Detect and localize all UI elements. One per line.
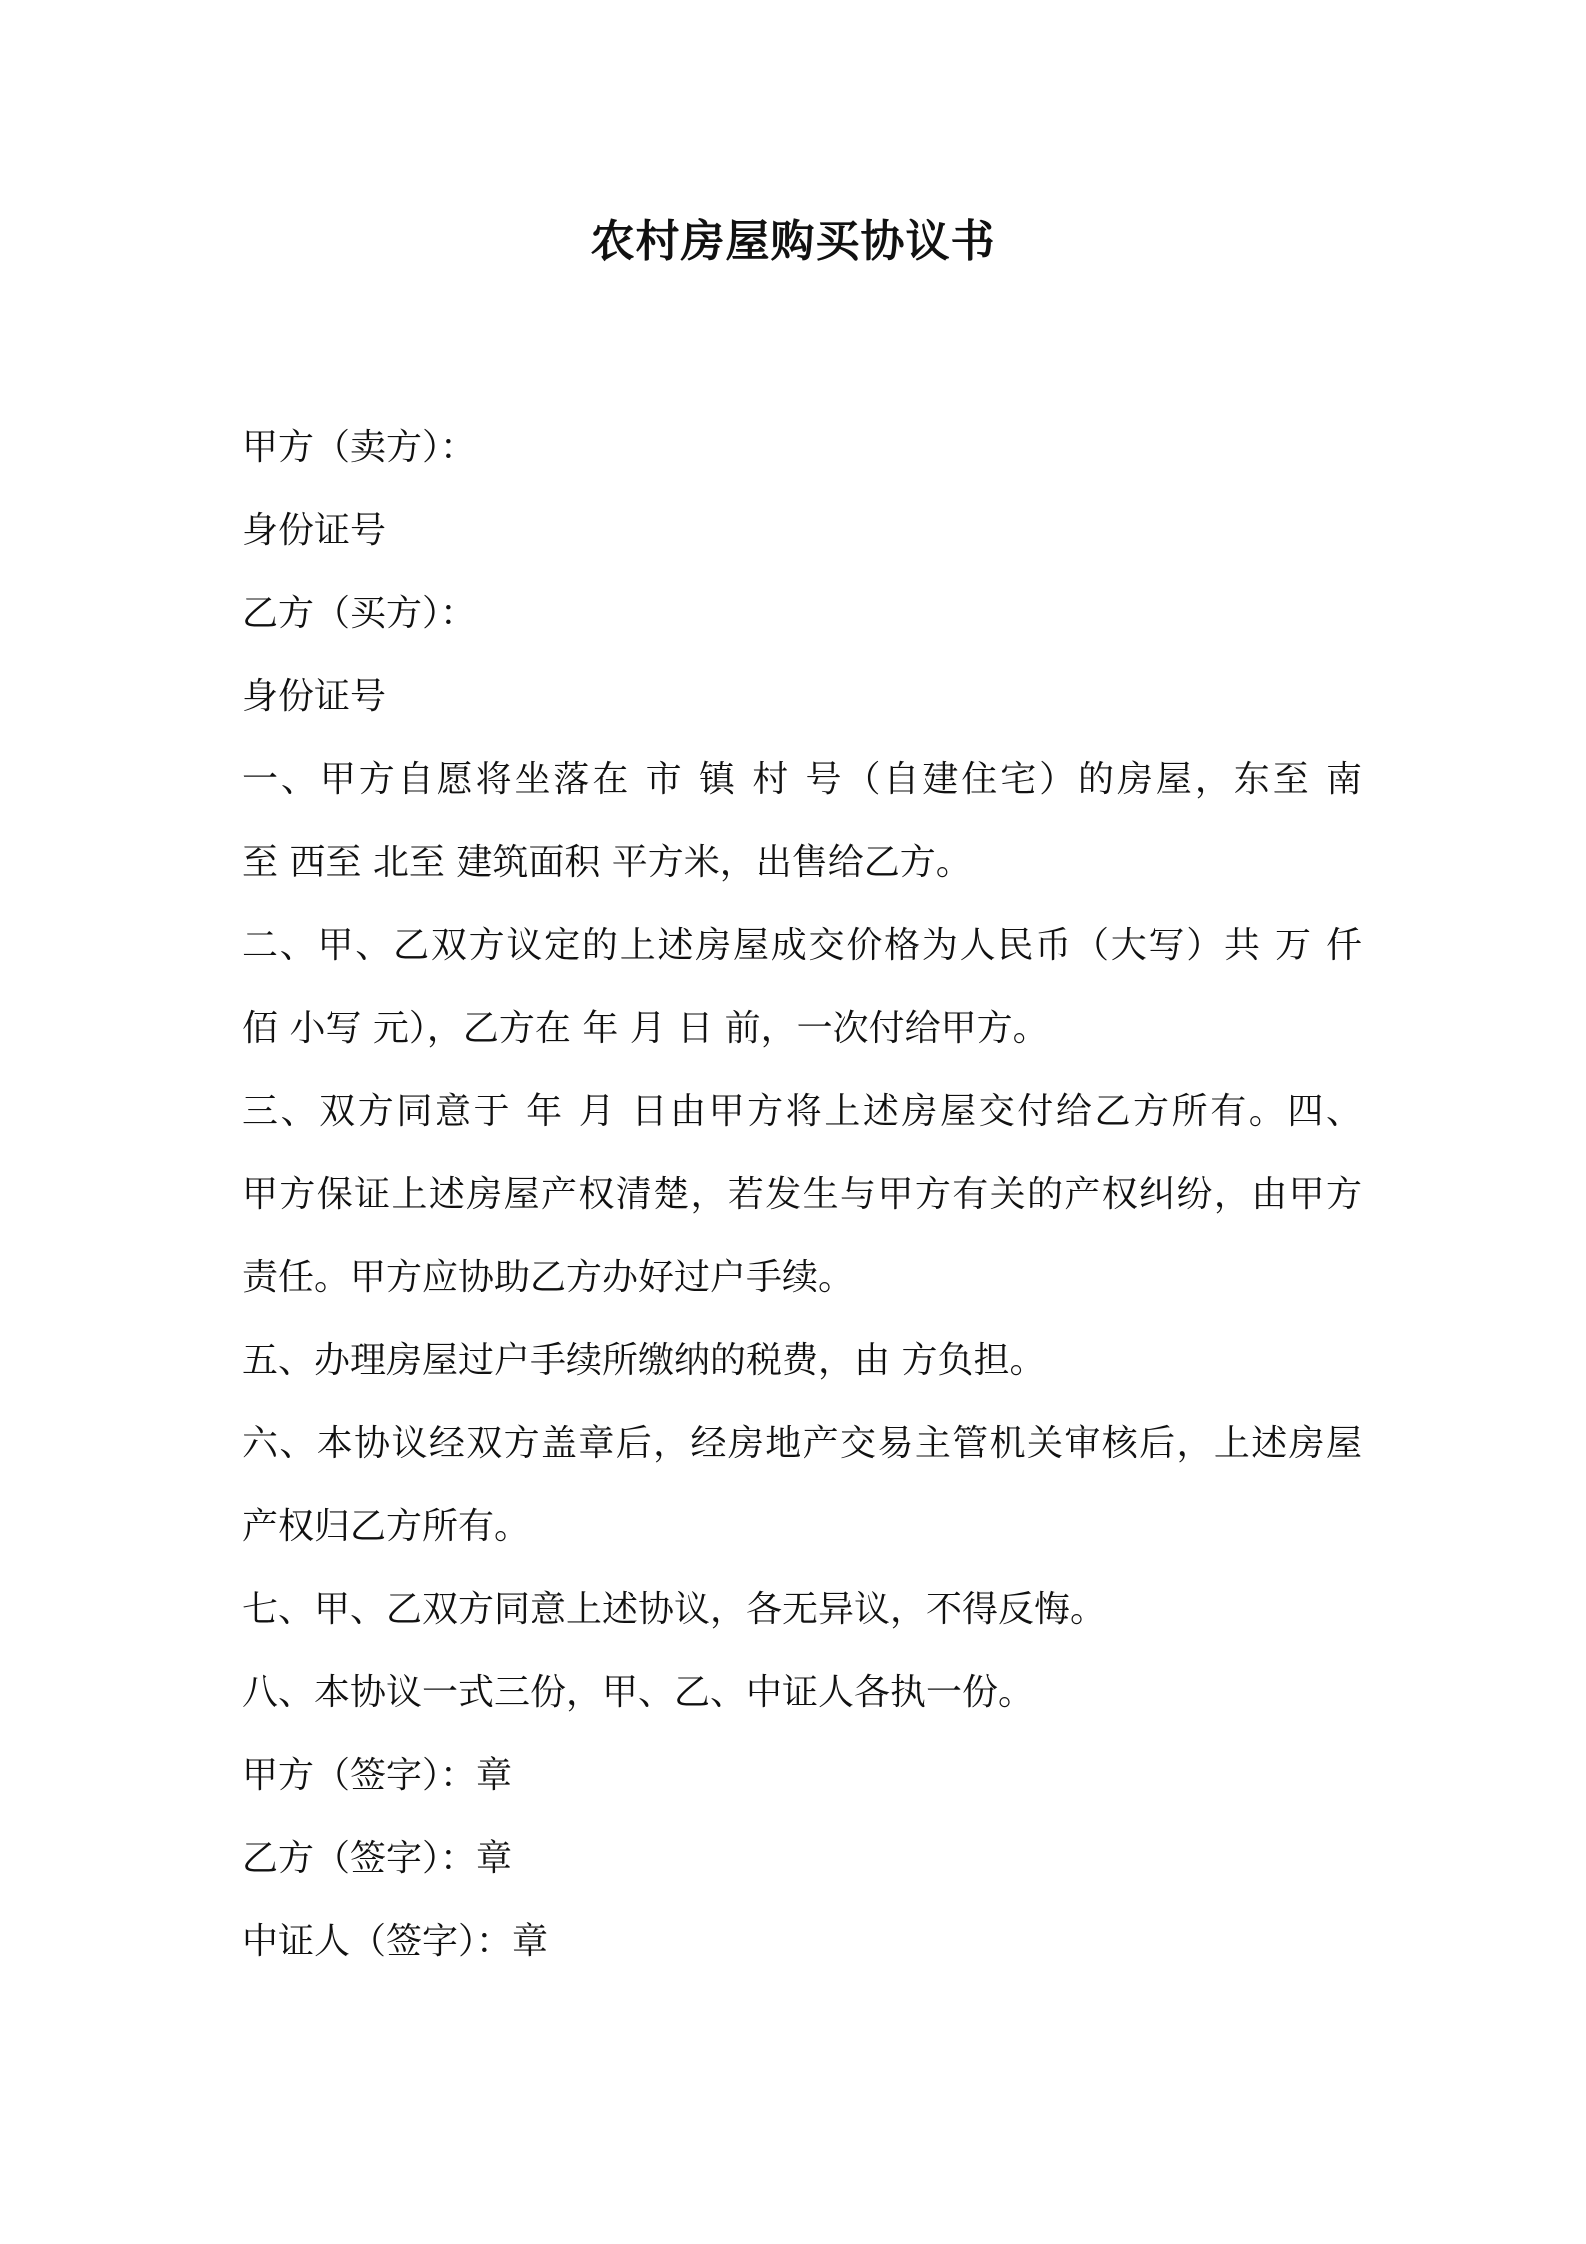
document-body — [242, 406, 1362, 1983]
clause-1-line-1: 一、甲方自愿将坐落在 市 镇 村 号（自建住宅）的房屋，东至 南 — [242, 759, 1362, 800]
seller-signature-line: 甲方（签字）：章 — [242, 1755, 513, 1796]
clause-8-line: 八、本协议一式三份，甲、乙、中证人各执一份。 — [242, 1672, 1035, 1713]
buyer-signature-line: 乙方（签字）：章 — [242, 1838, 513, 1879]
clause-2-line-2: 佰 小写 元），乙方在 年 月 日 前，一次付给甲方。 — [242, 1008, 1049, 1049]
clause-3-line-1: 三、双方同意于 年 月 日由甲方将上述房屋交付给乙方所有。四、 — [242, 1091, 1362, 1132]
seller-id-line: 身份证号 — [242, 510, 387, 551]
document-title: 农村房屋购买协议书 — [590, 216, 996, 267]
clause-6-line-2: 产权归乙方所有。 — [242, 1506, 531, 1547]
clause-4-line-2: 责任。甲方应协助乙方办好过户手续。 — [242, 1257, 855, 1298]
clause-5-line: 五、办理房屋过户手续所缴纳的税费，由 方负担。 — [242, 1340, 1046, 1381]
clause-6-line-1: 六、本协议经双方盖章后，经房地产交易主管机关审核后，上述房屋 — [242, 1423, 1362, 1464]
buyer-line: 乙方（买方）： — [242, 593, 477, 634]
clause-7-line: 七、甲、乙双方同意上述协议，各无异议，不得反悔。 — [242, 1589, 1107, 1630]
clause-4-line-1: 甲方保证上述房屋产权清楚，若发生与甲方有关的产权纠纷，由甲方 — [242, 1174, 1362, 1215]
clause-1-line-2: 至 西至 北至 建筑面积 平方米，出售给乙方。 — [242, 842, 972, 883]
clause-2-line-1: 二、甲、乙双方议定的上述房屋成交价格为人民币（大写）共 万 仟 — [242, 925, 1362, 966]
seller-line: 甲方（卖方）： — [242, 427, 477, 468]
buyer-id-line: 身份证号 — [242, 676, 387, 717]
witness-signature-line: 中证人（签字）：章 — [242, 1921, 549, 1962]
